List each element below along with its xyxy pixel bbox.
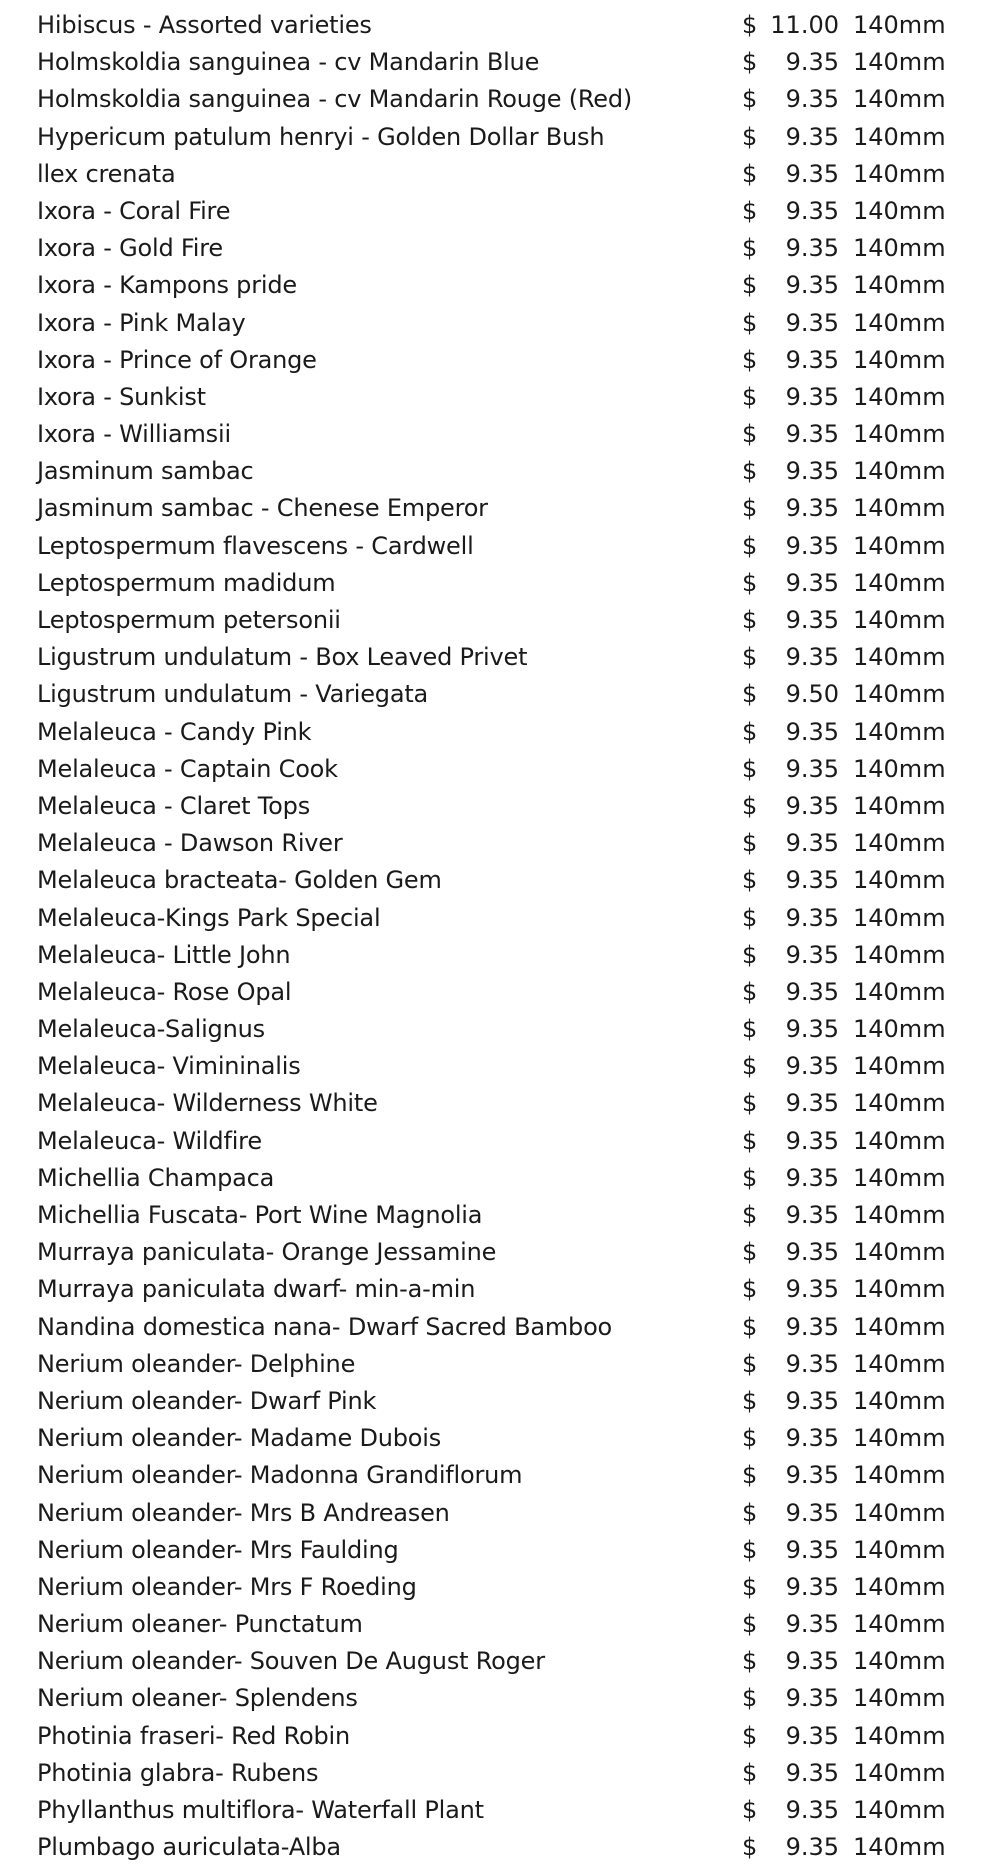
price-list-row [0, 1123, 988, 1160]
pot-size: 140mm [853, 159, 946, 188]
pot-size: 140mm [853, 1758, 946, 1787]
currency-symbol: $ [742, 1275, 758, 1304]
price-list-row [0, 1532, 988, 1569]
plant-name: Plumbago auriculata-Alba [37, 1833, 341, 1862]
currency-symbol: $ [742, 1424, 758, 1453]
currency-symbol: $ [742, 271, 758, 300]
currency-symbol: $ [742, 234, 758, 263]
currency-symbol: $ [742, 1535, 758, 1564]
price-list-row [0, 1011, 988, 1048]
price-value: 9.35 [785, 345, 839, 374]
plant-name: Ixora - Sunkist [37, 382, 206, 411]
price-value: 9.35 [785, 791, 839, 820]
price-list-row [0, 44, 988, 81]
price-list-row [0, 1569, 988, 1606]
price-value: 9.35 [785, 754, 839, 783]
pot-size: 140mm [853, 1015, 946, 1044]
price-value: 9.35 [785, 1498, 839, 1527]
currency-symbol: $ [742, 457, 758, 486]
price-list-row [0, 862, 988, 899]
price-list-row [0, 1606, 988, 1643]
pot-size: 140mm [853, 1386, 946, 1415]
currency-symbol: $ [742, 196, 758, 225]
price-list-row [0, 416, 988, 453]
plant-name: Melaleuca bracteata- Golden Gem [37, 866, 442, 895]
currency-symbol: $ [742, 791, 758, 820]
plant-name: Nandina domestica nana- Dwarf Sacred Bamboo [37, 1312, 613, 1341]
pot-size: 140mm [853, 1498, 946, 1527]
price-value: 9.35 [785, 271, 839, 300]
pot-size: 140mm [853, 1052, 946, 1081]
currency-symbol: $ [742, 1126, 758, 1155]
pot-size: 140mm [853, 1126, 946, 1155]
price-list-row [0, 751, 988, 788]
pot-size: 140mm [853, 791, 946, 820]
price-list-row [0, 1085, 988, 1122]
currency-symbol: $ [742, 866, 758, 895]
price-value: 9.35 [785, 1349, 839, 1378]
currency-symbol: $ [742, 1052, 758, 1081]
price-value: 9.35 [785, 1275, 839, 1304]
price-value: 9.35 [785, 1015, 839, 1044]
pot-size: 140mm [853, 643, 946, 672]
plant-name: Melaleuca- Little John [37, 940, 291, 969]
price-value: 9.35 [785, 85, 839, 114]
plant-name: Melaleuca - Captain Cook [37, 754, 338, 783]
plant-name: Jasminum sambac - Chenese Emperor [37, 494, 488, 523]
currency-symbol: $ [742, 159, 758, 188]
price-value: 9.35 [785, 48, 839, 77]
currency-symbol: $ [742, 1163, 758, 1192]
plant-name: Nerium oleander- Delphine [37, 1349, 356, 1378]
plant-name: llex crenata [37, 159, 176, 188]
pot-size: 140mm [853, 1201, 946, 1229]
pot-size: 140mm [853, 345, 946, 374]
price-value: 9.35 [785, 1238, 839, 1267]
price-list-row [0, 193, 988, 230]
plant-name: Nerium oleander- Dwarf Pink [37, 1386, 377, 1415]
price-value: 9.35 [785, 1647, 839, 1676]
price-value: 9.35 [785, 1163, 839, 1192]
currency-symbol: $ [742, 717, 758, 746]
price-list-row [0, 1346, 988, 1383]
currency-symbol: $ [742, 1610, 758, 1639]
pot-size: 140mm [853, 1275, 946, 1304]
price-value: 9.35 [785, 1721, 839, 1750]
plant-name: Melaleuca - Candy Pink [37, 717, 312, 746]
price-value: 9.35 [785, 1052, 839, 1081]
plant-name: Nerium oleander- Madame Dubois [37, 1424, 442, 1453]
currency-symbol: $ [742, 1833, 758, 1862]
price-list-row [0, 1234, 988, 1271]
price-list-row [0, 1383, 988, 1420]
pot-size: 140mm [853, 1833, 946, 1862]
pot-size: 140mm [853, 1089, 946, 1118]
plant-name: Nerium oleander- Souven De August Roger [37, 1647, 545, 1676]
currency-symbol: $ [742, 1684, 758, 1713]
plant-name: Murraya paniculata dwarf- min-a-min [37, 1275, 476, 1304]
pot-size: 140mm [853, 1647, 946, 1676]
currency-symbol: $ [742, 1238, 758, 1267]
pot-size: 140mm [853, 940, 946, 969]
plant-name: Nerium oleaner- Punctatum [37, 1610, 363, 1639]
pot-size: 140mm [853, 308, 946, 337]
price-list-row [0, 565, 988, 602]
price-list-row [0, 1420, 988, 1457]
price-value: 9.35 [785, 382, 839, 411]
price-list-row [0, 639, 988, 676]
plant-name: Phyllanthus multiflora- Waterfall Plant [37, 1796, 484, 1824]
price-value: 9.35 [785, 1386, 839, 1415]
pot-size: 140mm [853, 1238, 946, 1267]
plant-name: Melaleuca - Dawson River [37, 829, 343, 858]
pot-size: 140mm [853, 1424, 946, 1453]
price-list-row [0, 974, 988, 1011]
pot-size: 140mm [853, 1312, 946, 1341]
currency-symbol: $ [742, 829, 758, 858]
currency-symbol: $ [742, 1089, 758, 1118]
currency-symbol: $ [742, 1721, 758, 1750]
currency-symbol: $ [742, 903, 758, 932]
price-list-row [0, 788, 988, 825]
price-value: 9.35 [785, 977, 839, 1006]
plant-name: Hibiscus - Assorted varieties [37, 11, 372, 39]
price-value: 9.35 [785, 1572, 839, 1601]
price-list-row [0, 119, 988, 156]
price-value: 9.35 [785, 1610, 839, 1639]
currency-symbol: $ [742, 1498, 758, 1527]
price-value: 9.35 [785, 1461, 839, 1490]
price-list-row [0, 7, 988, 44]
price-value: 9.35 [785, 1535, 839, 1564]
price-value: 9.35 [785, 531, 839, 560]
currency-symbol: $ [742, 940, 758, 969]
price-list-row [0, 602, 988, 639]
price-value: 9.35 [785, 420, 839, 449]
plant-name: Nerium oleander- Madonna Grandiflorum [37, 1461, 523, 1490]
price-value: 9.35 [785, 568, 839, 597]
plant-name: Ligustrum undulatum - Box Leaved Privet [37, 643, 528, 672]
pot-size: 140mm [853, 196, 946, 225]
pot-size: 140mm [853, 977, 946, 1006]
price-list-row [0, 1457, 988, 1494]
currency-symbol: $ [742, 531, 758, 560]
pot-size: 140mm [853, 1461, 946, 1490]
currency-symbol: $ [742, 1647, 758, 1676]
currency-symbol: $ [742, 643, 758, 672]
currency-symbol: $ [742, 1015, 758, 1044]
plant-name: Hypericum patulum henryi - Golden Dollar Bush [37, 122, 605, 151]
price-value: 9.35 [785, 1796, 839, 1824]
price-value: 11.00 [770, 11, 839, 39]
price-value: 9.35 [785, 1201, 839, 1229]
price-list-row [0, 1643, 988, 1680]
price-list-row [0, 156, 988, 193]
currency-symbol: $ [742, 1386, 758, 1415]
pot-size: 140mm [853, 1684, 946, 1713]
price-list-row [0, 1718, 988, 1755]
currency-symbol: $ [742, 606, 758, 634]
price-list-row [0, 1197, 988, 1234]
currency-symbol: $ [742, 1312, 758, 1341]
plant-name: Ixora - Prince of Orange [37, 345, 317, 374]
plant-name: Nerium oleander- Mrs F Roeding [37, 1572, 417, 1601]
price-value: 9.35 [785, 196, 839, 225]
price-list-row [0, 1755, 988, 1792]
pot-size: 140mm [853, 717, 946, 746]
pot-size: 140mm [853, 531, 946, 560]
price-value: 9.50 [785, 680, 839, 709]
currency-symbol: $ [742, 568, 758, 597]
plant-name: Michellia Champaca [37, 1163, 275, 1192]
plant-name: Murraya paniculata- Orange Jessamine [37, 1238, 497, 1267]
pot-size: 140mm [853, 754, 946, 783]
price-list-row [0, 379, 988, 416]
price-value: 9.35 [785, 643, 839, 672]
plant-name: Ixora - Williamsii [37, 420, 231, 449]
price-list-row [0, 1680, 988, 1717]
currency-symbol: $ [742, 494, 758, 523]
price-value: 9.35 [785, 829, 839, 858]
currency-symbol: $ [742, 1461, 758, 1490]
plant-name: Nerium oleander- Mrs Faulding [37, 1535, 399, 1564]
price-list-row [0, 453, 988, 490]
plant-name: Ixora - Kampons pride [37, 271, 297, 300]
plant-name: Holmskoldia sanguinea - cv Mandarin Rouge (Red) [37, 85, 633, 114]
currency-symbol: $ [742, 382, 758, 411]
plant-name: Melaleuca- Rose Opal [37, 977, 292, 1006]
price-list-row [0, 1495, 988, 1532]
price-list-row [0, 825, 988, 862]
currency-symbol: $ [742, 11, 758, 39]
pot-size: 140mm [853, 1610, 946, 1639]
price-value: 9.35 [785, 866, 839, 895]
plant-name: Nerium oleaner- Splendens [37, 1684, 358, 1713]
price-value: 9.35 [785, 1424, 839, 1453]
pot-size: 140mm [853, 1721, 946, 1750]
price-value: 9.35 [785, 457, 839, 486]
pot-size: 140mm [853, 382, 946, 411]
price-value: 9.35 [785, 1089, 839, 1118]
plant-name: Melaleuca-Salignus [37, 1015, 265, 1044]
pot-size: 140mm [853, 271, 946, 300]
pot-size: 140mm [853, 11, 946, 39]
price-list-row [0, 900, 988, 937]
price-value: 9.35 [785, 717, 839, 746]
currency-symbol: $ [742, 680, 758, 709]
price-list-row [0, 305, 988, 342]
price-list-row [0, 490, 988, 527]
price-list-row [0, 1271, 988, 1308]
pot-size: 140mm [853, 494, 946, 523]
price-list-row [0, 267, 988, 304]
plant-name: Leptospermum madidum [37, 568, 336, 597]
price-value: 9.35 [785, 494, 839, 523]
pot-size: 140mm [853, 680, 946, 709]
pot-size: 140mm [853, 1572, 946, 1601]
plant-name: Jasminum sambac [37, 457, 254, 486]
plant-name: Leptospermum flavescens - Cardwell [37, 531, 474, 560]
plant-name: Ixora - Coral Fire [37, 196, 231, 225]
plant-name: Holmskoldia sanguinea - cv Mandarin Blue [37, 48, 540, 77]
plant-name: Melaleuca- Wilderness White [37, 1089, 378, 1118]
plant-name: Ligustrum undulatum - Variegata [37, 680, 429, 709]
plant-name: Melaleuca - Claret Tops [37, 791, 310, 820]
price-value: 9.35 [785, 1312, 839, 1341]
currency-symbol: $ [742, 1572, 758, 1601]
price-list-row [0, 528, 988, 565]
currency-symbol: $ [742, 754, 758, 783]
price-value: 9.35 [785, 606, 839, 634]
currency-symbol: $ [742, 308, 758, 337]
price-list-row [0, 714, 988, 751]
pot-size: 140mm [853, 606, 946, 634]
pot-size: 140mm [853, 568, 946, 597]
pot-size: 140mm [853, 866, 946, 895]
price-list-row [0, 1829, 988, 1866]
price-value: 9.35 [785, 940, 839, 969]
pot-size: 140mm [853, 48, 946, 77]
plant-name: Leptospermum petersonii [37, 606, 341, 634]
price-value: 9.35 [785, 1758, 839, 1787]
price-value: 9.35 [785, 1833, 839, 1862]
price-value: 9.35 [785, 1684, 839, 1713]
currency-symbol: $ [742, 1349, 758, 1378]
currency-symbol: $ [742, 420, 758, 449]
price-list-row [0, 1160, 988, 1197]
plant-name: Ixora - Gold Fire [37, 234, 223, 263]
currency-symbol: $ [742, 1758, 758, 1787]
pot-size: 140mm [853, 234, 946, 263]
price-list-row [0, 676, 988, 713]
currency-symbol: $ [742, 1796, 758, 1824]
pot-size: 140mm [853, 420, 946, 449]
price-list-row [0, 81, 988, 118]
pot-size: 140mm [853, 122, 946, 151]
currency-symbol: $ [742, 345, 758, 374]
currency-symbol: $ [742, 977, 758, 1006]
currency-symbol: $ [742, 122, 758, 151]
price-list-row [0, 1048, 988, 1085]
price-value: 9.35 [785, 122, 839, 151]
price-list-row [0, 1792, 988, 1829]
pot-size: 140mm [853, 903, 946, 932]
currency-symbol: $ [742, 48, 758, 77]
pot-size: 140mm [853, 1796, 946, 1824]
plant-name: Melaleuca-Kings Park Special [37, 903, 381, 932]
plant-name: Ixora - Pink Malay [37, 308, 246, 337]
plant-name: Melaleuca- Wildfire [37, 1126, 262, 1155]
plant-name: Melaleuca- Vimininalis [37, 1052, 301, 1081]
price-list-row [0, 342, 988, 379]
pot-size: 140mm [853, 1163, 946, 1192]
price-value: 9.35 [785, 903, 839, 932]
price-value: 9.35 [785, 308, 839, 337]
pot-size: 140mm [853, 829, 946, 858]
price-list-row [0, 1309, 988, 1346]
price-list-row [0, 937, 988, 974]
plant-name: Photinia glabra- Rubens [37, 1758, 319, 1787]
pot-size: 140mm [853, 1535, 946, 1564]
plant-name: Photinia fraseri- Red Robin [37, 1721, 350, 1750]
price-value: 9.35 [785, 159, 839, 188]
price-list-row [0, 230, 988, 267]
price-value: 9.35 [785, 234, 839, 263]
price-value: 9.35 [785, 1126, 839, 1155]
pot-size: 140mm [853, 85, 946, 114]
currency-symbol: $ [742, 85, 758, 114]
plant-name: Nerium oleander- Mrs B Andreasen [37, 1498, 450, 1527]
pot-size: 140mm [853, 457, 946, 486]
plant-name: Michellia Fuscata- Port Wine Magnolia [37, 1201, 483, 1229]
currency-symbol: $ [742, 1201, 758, 1229]
pot-size: 140mm [853, 1349, 946, 1378]
